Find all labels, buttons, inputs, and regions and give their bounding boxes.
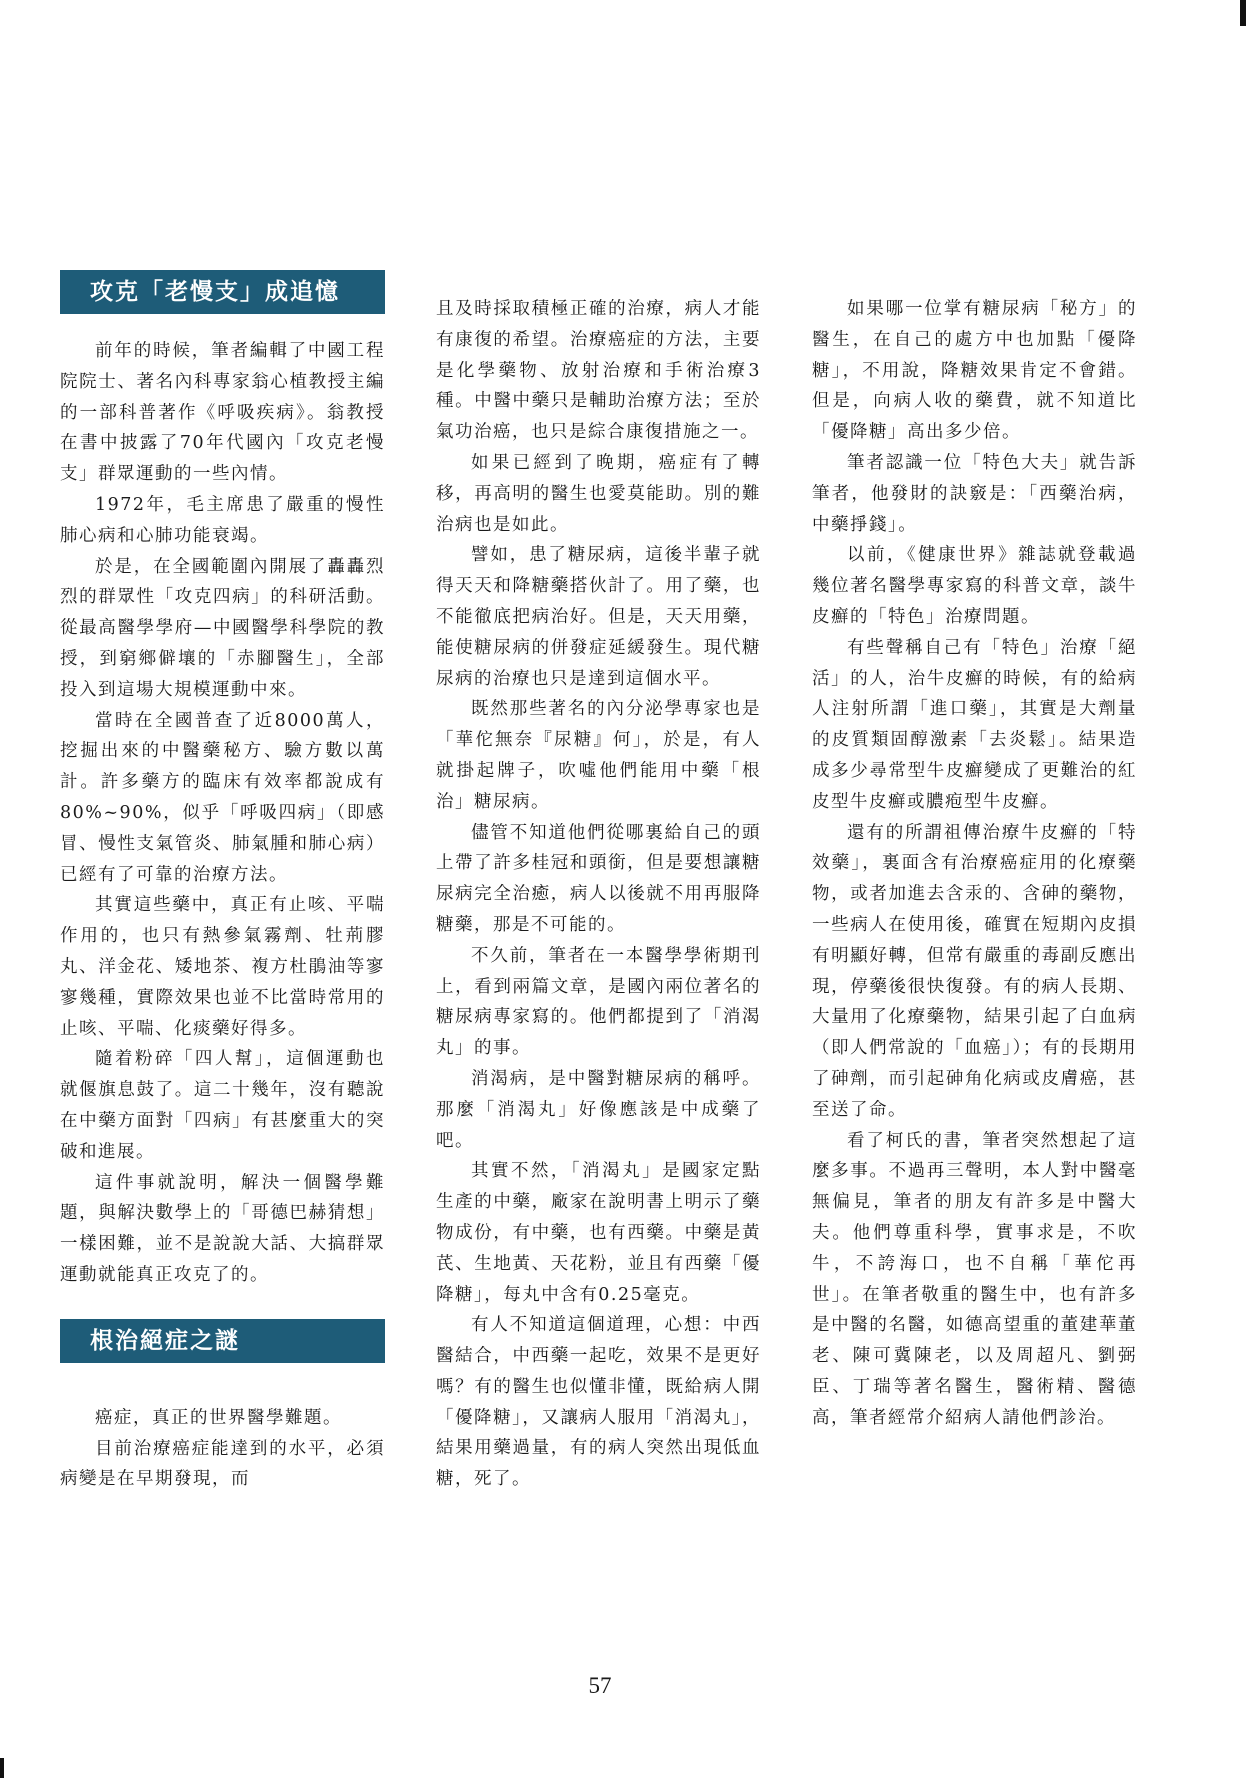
paragraph: 譬如，患了糖尿病，這後半輩子就得天天和降糖藥搭伙計了。用了藥，也不能徹底把病治好。但是，天天用藥，能使糖尿病的併發症延緩發生。現代糖尿病的治療也只是達到這個水平。 (436, 545, 761, 689)
paragraph: 看了柯氏的書，筆者突然想起了這麼多事。不過再三聲明，本人對中醫毫無偏見，筆者的朋友有許多是中醫大夫。他們尊重科學，實事求是，不吹牛，不誇海口，也不自稱「華佗再世」。在筆者敬重的醫生中，也有許多是中醫的名醫，如德高望重的董建華董老、陳可冀陳老，以及周超凡、劉弼臣、丁瑞等著名醫生，醫術精、醫德高，筆者經常介紹病人請他們診治。 (812, 1130, 1137, 1428)
paragraph: 筆者認識一位「特色大夫」就告訴筆者，他發財的訣竅是：「西藥治病，中藥掙錢」。 (812, 452, 1137, 535)
paragraph: 癌症，真正的世界醫學難題。 (95, 1407, 342, 1428)
paragraph: 還有的所謂祖傳治療牛皮癬的「特效藥」，裏面含有治療癌症用的化療藥物，或者加進去含汞的、含砷的藥物，一些病人在使用後，確實在短期內皮損有明顯好轉，但常有嚴重的毒副反應出現，停藥後很快復發。有的病人長期、大量用了化療藥物，結果引起了白血病（即人們常說的「血癌」）；有的長期用了砷劑，而引起砷角化病或皮膚癌，甚至送了命。 (812, 822, 1137, 1120)
paragraph: 前年的時候，筆者編輯了中國工程院院士、著名內科專家翁心植教授主編的一部科普著作《呼吸疾病》。翁教授在書中披露了70年代國內「攻克老慢支」群眾運動的一些內情。 (60, 341, 385, 485)
paragraph: 以前，《健康世界》雜誌就登載過幾位著名醫學專家寫的科普文章，談牛皮癬的「特色」治療問題。 (812, 545, 1137, 627)
crop-mark-top (1240, 0, 1246, 26)
paragraph: 且及時採取積極正確的治療，病人才能有康復的希望。治療癌症的方法，主要是化學藥物、放射治療和手術治療3種。中醫中藥只是輔助治療方法；至於氣功治癌，也只是綜合康復措施之一。 (436, 299, 761, 443)
paragraph: 其實不然，「消渴丸」是國家定點生產的中藥，廠家在說明書上明示了藥物成份，有中藥，也有西藥。中藥是黃芪、生地黃、天花粉，並且有西藥「優降糖」，每丸中含有0.25毫克。 (436, 1161, 761, 1305)
paragraph: 當時在全國普查了近8000萬人，挖掘出來的中醫藥秘方、驗方數以萬計。許多藥方的臨床有效率都說成有80%~90%，似乎「呼吸四病」（即感冒、慢性支氣管炎、肺氣腫和肺心病）已經有了可靠的治療方法。 (60, 710, 385, 885)
section-heading: 攻克「老慢支」成追憶 (60, 270, 385, 314)
section-heading: 根治絕症之謎 (60, 1319, 385, 1363)
column-3 (812, 294, 1137, 1433)
paragraph: 消渴病，是中醫對糖尿病的稱呼。那麼「消渴丸」好像應該是中成藥了吧。 (436, 1068, 761, 1151)
paragraph: 於是，在全國範圍內開展了轟轟烈烈的群眾性「攻克四病」的科研活動。從最高醫學學府—中國醫學科學院的教授，到窮鄉僻壤的「赤腳醫生」，全部投入到這場大規模運動中來。 (60, 556, 385, 700)
paragraph: 1972年，毛主席患了嚴重的慢性肺心病和心肺功能衰竭。 (60, 494, 385, 546)
column-1 (60, 270, 385, 1495)
paragraph: 既然那些著名的內分泌學專家也是「華佗無奈『尿糖』何」，於是，有人就掛起牌子，吹噓他們能用中藥「根治」糖尿病。 (436, 699, 761, 812)
column-2 (436, 294, 761, 1495)
paragraph: 有人不知道這個道理，心想：中西醫結合，中西藥一起吃，效果不是更好嗎？有的醫生也似懂非懂，既給病人開「優降糖」，又讓病人服用「消渴丸」，結果用藥過量，有的病人突然出現低血糖，死了。 (436, 1315, 761, 1490)
paragraph: 隨着粉碎「四人幫」，這個運動也就偃旗息鼓了。這二十幾年，沒有聽說在中藥方面對「四病」有甚麼重大的突破和進展。 (60, 1049, 385, 1162)
paragraph: 目前治療癌症能達到的水平，必須病變是在早期發現，而 (60, 1438, 385, 1490)
paragraph: 不久前，筆者在一本醫學學術期刊上，看到兩篇文章，是國內兩位著名的糖尿病專家寫的。他們都提到了「消渴丸」的事。 (436, 945, 761, 1059)
paragraph: 如果已經到了晚期，癌症有了轉移，再高明的醫生也愛莫能助。別的難治病也是如此。 (436, 452, 761, 535)
paragraph: 儘管不知道他們從哪裏給自己的頭上帶了許多桂冠和頭銜，但是要想讓糖尿病完全治癒，病人以後就不用再服降糖藥，那是不可能的。 (436, 822, 761, 935)
crop-mark-bottom (0, 1758, 4, 1778)
paragraph: 如果哪一位掌有糖尿病「秘方」的醫生，在自己的處方中也加點「優降糖」，不用說，降糖效果肯定不會錯。但是，向病人收的藥費，就不知道比「優降糖」高出多少倍。 (812, 299, 1137, 443)
paragraph: 其實這些藥中，真正有止咳、平喘作用的，也只有熱參氣霧劑、牡荊膠丸、洋金花、矮地茶、複方杜鵑油等寥寥幾種，實際效果也並不比當時常用的止咳、平喘、化痰藥好得多。 (60, 895, 385, 1039)
paragraph: 這件事就說明，解決一個醫學難題，與解決數學上的「哥德巴赫猜想」一樣困難，並不是說說大話、大搞群眾運動就能真正攻克了的。 (60, 1172, 385, 1285)
page-number: 57 (588, 1673, 612, 1698)
paragraph: 有些聲稱自己有「特色」治療「絕活」的人，治牛皮癬的時候，有的給病人注射所謂「進口藥」，其實是大劑量的皮質類固醇激素「去炎鬆」。結果造成多少尋常型牛皮癬變成了更難治的紅皮型牛皮癬或膿疱型牛皮癬。 (812, 637, 1137, 812)
